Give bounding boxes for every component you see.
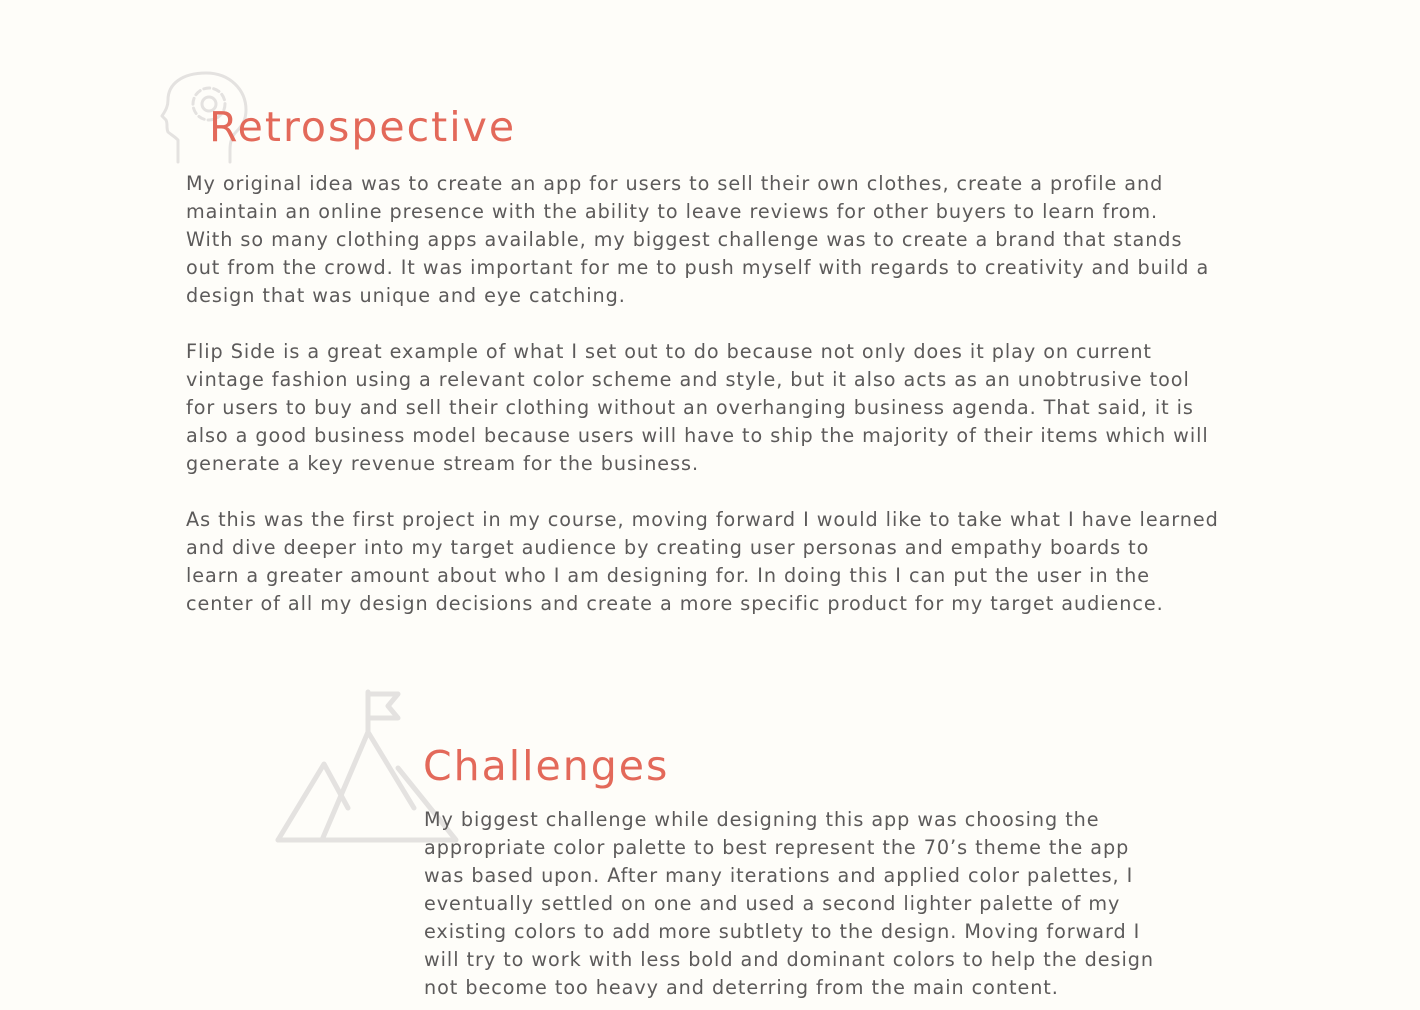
text-line: My biggest challenge while designing this app was choosing the — [424, 808, 1100, 831]
challenges-paragraph — [424, 806, 1184, 1002]
text-line: center of all my design decisions and create a more specific product for my target audience. — [186, 592, 1164, 615]
challenges-body — [424, 806, 1184, 1002]
text-line: eventually settled on one and used a second lighter palette of my — [424, 892, 1121, 915]
retrospective-paragraph — [186, 170, 1246, 310]
text-line: My original idea was to create an app for users to sell their own clothes, create a profile and — [186, 172, 1164, 195]
retrospective-heading: Retrospective — [209, 103, 517, 151]
text-line: learn a greater amount about who I am designing for. In doing this I can put the user in the — [186, 564, 1150, 587]
text-line: out from the crowd. It was important for me to push myself with regards to creativity and build a — [186, 256, 1210, 279]
retrospective-paragraph — [186, 338, 1246, 478]
text-line: design that was unique and eye catching. — [186, 284, 626, 307]
text-line: As this was the first project in my course, moving forward I would like to take what I have learned — [186, 508, 1219, 531]
text-line: appropriate color palette to best represent the 70’s theme the app — [424, 836, 1130, 859]
text-line: will try to work with less bold and dominant colors to help the design — [424, 948, 1154, 971]
text-line: was based upon. After many iterations and applied color palettes, I — [424, 864, 1134, 887]
text-line: also a good business model because users will have to ship the majority of their items which will — [186, 424, 1209, 447]
text-line: for users to buy and sell their clothing without an overhanging business agenda. That said, it is — [186, 396, 1194, 419]
text-line: With so many clothing apps available, my biggest challenge was to create a brand that stands — [186, 228, 1183, 251]
text-line: vintage fashion using a relevant color scheme and style, but it also acts as an unobtrusive tool — [186, 368, 1190, 391]
text-line: and dive deeper into my target audience by creating user personas and empathy boards to — [186, 536, 1150, 559]
text-line: maintain an online presence with the ability to leave reviews for other buyers to learn from. — [186, 200, 1159, 223]
challenges-heading: Challenges — [423, 742, 670, 790]
retrospective-paragraph — [186, 506, 1246, 618]
text-line: generate a key revenue stream for the business. — [186, 452, 700, 475]
text-line: existing colors to add more subtlety to the design. Moving forward I — [424, 920, 1141, 943]
text-line: Flip Side is a great example of what I set out to do because not only does it play on current — [186, 340, 1152, 363]
text-line: not become too heavy and deterring from the main content. — [424, 976, 1059, 999]
retrospective-body — [186, 170, 1246, 618]
